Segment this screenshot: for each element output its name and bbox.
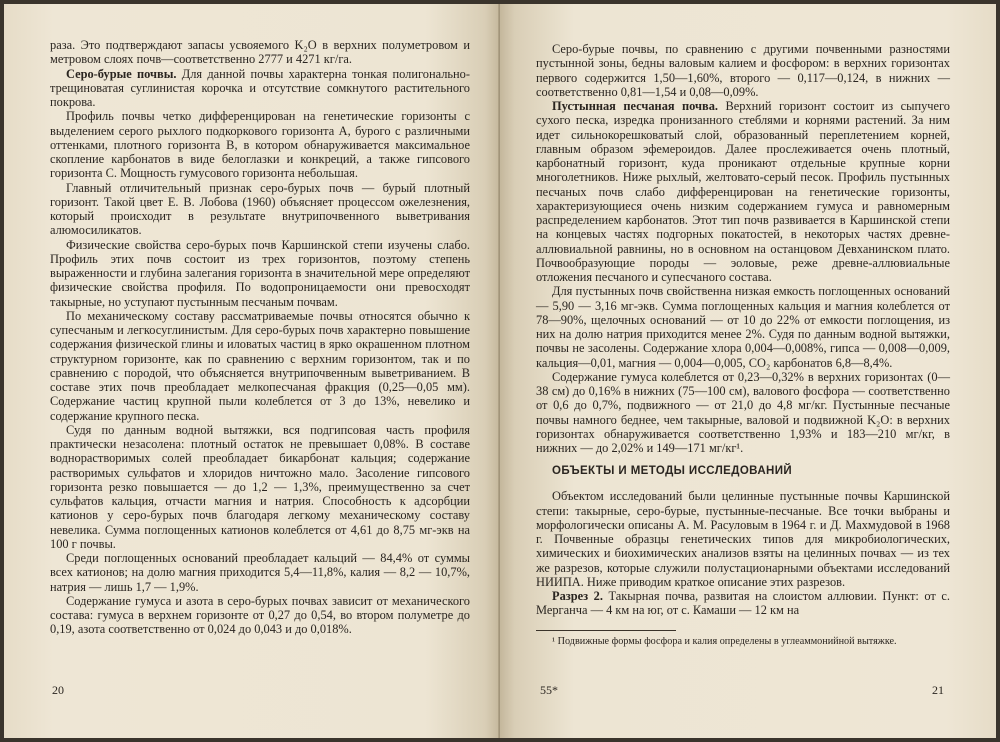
r-paragraph-2: Для пустынных почв свойственна низкая емкость поглощенных оснований — 5,90 — 3,16 мг-экв. Сумма поглощенных кальция и магния колеблется от 78—90%, щелочных оснований — от 10 до 22% от емкости поглощения, из них на долю натрия приходится менее 2%. Судя по данным водной вытяжки, почвы не засолены. Содержание хлора 0,004—0,008%, гипса — 0,008—0,009, кальция—0,01, магния — 0,004—0,005, CO₂ карбонатов 6,8—8,4%.	[536, 284, 950, 370]
page-number-right: 21	[932, 683, 944, 697]
paragraph-0: раза. Это подтверждают запасы усвояемого K₂O в верхних полуметровом и метровом слоях почв—соответственно 2777 и 4271 кг/га.	[50, 38, 470, 67]
page-number-left: 20	[52, 683, 64, 697]
paragraph-3: Главный отличительный признак серо-бурых почв — бурый плотный горизонт. Такой цвет Е. В. Лобова (1960) объясняет процессом ожелезнения, который происходит в результате внутрипочвенного выветривания алюмосиликатов.	[50, 180, 470, 238]
paragraph-1-text: Для данной почвы характерна тонкая полигонально-трещиноватая суглинистая корочка и отсутствие сомкнутого растительного покрова.	[50, 66, 470, 109]
r-paragraph-1	[536, 99, 950, 284]
r-paragraph-4: Объектом исследований были целинные пустынные почвы Каршинской степи: такырные, серо-бурые, пустынные-песчаные. Все точки выбраны и морфологически описаны А. М. Расуловым в 1964 г. и Д. Махмудовой в 1968 г. Почвенные образцы генетических типов для микробиологических, химических и биохимических анализов взяты на целинных почвах — из тех же разрезов, которые служили полустационарными объектами исследований НИИПА. Ниже приводим краткое описание этих разрезов.	[536, 489, 950, 589]
paragraph-4: Физические свойства серо-бурых почв Каршинской степи изучены слабо. Профиль этих почв состоит из трех горизонтов, поэтому степень выраженности и глубина залегания горизонта в значительной мере определяют физические свойства профиля. По водопроницаемости они превосходят такырные, но уступают пустынным песчаным почвам.	[50, 237, 470, 309]
signature-mark: 55*	[540, 683, 558, 697]
footnote-rule	[536, 630, 676, 631]
right-page	[500, 4, 996, 738]
r-paragraph-3: Содержание гумуса колеблется от 0,23—0,32% в верхних горизонтах (0—38 см) до 0,16% в нижних (75—100 см), валового фосфора — соответственно от 0,6 до 0,7%, подвижного — от 21,0 до 4,8 мг/кг. Пустынные песчаные почвы намного беднее, чем такырные, валовой и подвижной K₂O: в верхних горизонтах обнаруживается соответственно 1,93% и 183—210 мг/кг, в нижних — до 2,02% и 149—171 мг/кг¹.	[536, 369, 950, 455]
book-spread	[4, 4, 996, 738]
r-paragraph-1-text: Верхний горизонт состоит из сыпучего сухого песка, изредка пронизанного стеблями и корнями растений. За ним идет сильнокорешковатый слой, образованный переплетением корней, главным образом эфемероидов. Далее прослеживается очень плотный, карбонатный горизонт, куда проникают отдельные крупные корни многолетников. Ниже рыхлый, желтовато-серый песок. Профиль пустынных песчаных почв слабо дифференцирован на генетические горизонты, характеризующиеся очень низким содержанием гумуса и равномерным распределением карбонатов. Этот тип почв развивается в Каршинской степи на концевых частях подгорных покатостей, в некоторых частях древне-аллювиальной равнины, но в основном на останцовом Девханинском плато. Почвообразующие породы — эоловые, реже древне-аллювиальные отложения песчаного и супесчаного состава.	[536, 99, 950, 284]
paragraph-8: Содержание гумуса и азота в серо-бурых почвах зависит от механического состава: гумуса в верхнем горизонте от 0,27 до 0,54, во втором полуметре до 0,19, азота соответственно от 0,024 до 0,043 и до 0,018%.	[50, 593, 470, 637]
r-paragraph-5	[536, 589, 950, 618]
section-title: ОБЪЕКТЫ И МЕТОДЫ ИССЛЕДОВАНИЙ	[552, 465, 793, 478]
paragraph-2: Профиль почвы четко дифференцирован на генетические горизонты с выделением серого рыхлого подкоркового горизонта А, бурого с различными оттенками, плотного горизонта В, в котором обнаруживается максимальное скопление карбонатов в виде белоглазки и конкреций, а также гипсового горизонта С. Мощность гумусового горизонта небольшая.	[50, 109, 470, 181]
r-paragraph-5-text: Такырная почва, развитая на слоистом аллювии. Пункт: от с. Мерганча — 4 км на юг, от с. Камаши — 12 км на	[536, 589, 950, 618]
paragraph-5: По механическому составу рассматриваемые почвы относятся обычно к супесчаным и легкосуглинистым. Для серо-бурых почв характерно повышение содержания физической глины и иловатых частиц в ярко окрашенном плотном структурном горизонте, как по сравнению с верхним горизонтом, так и по сравнению с породой, что объясняется внутрипочвенным выветриванием. В составе этих почв преобладает мелкопесчаная фракция (0,25—0,05 мм). Содержание частиц крупной пыли колеблется от 3 до 13%, невелико и содержание крупного песка.	[50, 308, 470, 423]
paragraph-1	[50, 67, 470, 110]
r-paragraph-0: Серо-бурые почвы, по сравнению с другими почвенными разностями пустынной зоны, бедны валовым калием и фосфором: в верхних горизонтах первого содержится 1,50—1,60%, второго — 0,117—0,124, в нижних — соответственно 0,81—1,54 и 0,08—0,09%.	[536, 42, 950, 99]
heading-sero-burye: Серо-бурые почвы.	[66, 66, 177, 81]
heading-pustynnaya: Пустынная песчаная почва.	[552, 99, 719, 113]
heading-razrez-2: Разрез 2.	[552, 589, 603, 603]
left-page	[4, 4, 500, 738]
footnote: ¹ Подвижные формы фосфора и калия определены в углеаммонийной вытяжке.	[552, 635, 897, 647]
paragraph-7: Среди поглощенных оснований преобладает кальций — 84,4% от суммы всех катионов; на долю магния приходится 5,4—11,8%, калия — 8,2 — 10,7%, натрия — лишь 1,7 — 1,9%.	[50, 551, 470, 594]
paragraph-6: Судя по данным водной вытяжки, вся подгипсовая часть профиля практически незасолена: плотный остаток не превышает 0,08%. В составе воднорастворимых солей преобладает бикарбонат кальция; содержание растворимых сульфатов и хлоридов ничтожно мало. Засоление гипсового горизонта резко повышается — до 1,2 — 1,3%, преимущественно за счет сульфатов кальция, отчасти магния и натрия. Способность к адсорбции катионов у серо-бурых почв благодаря легкому механическому составу невелика. Сумма поглощенных катионов колеблется от 4,61 до 8,75 мг-экв на 100 г почвы.	[50, 422, 470, 551]
